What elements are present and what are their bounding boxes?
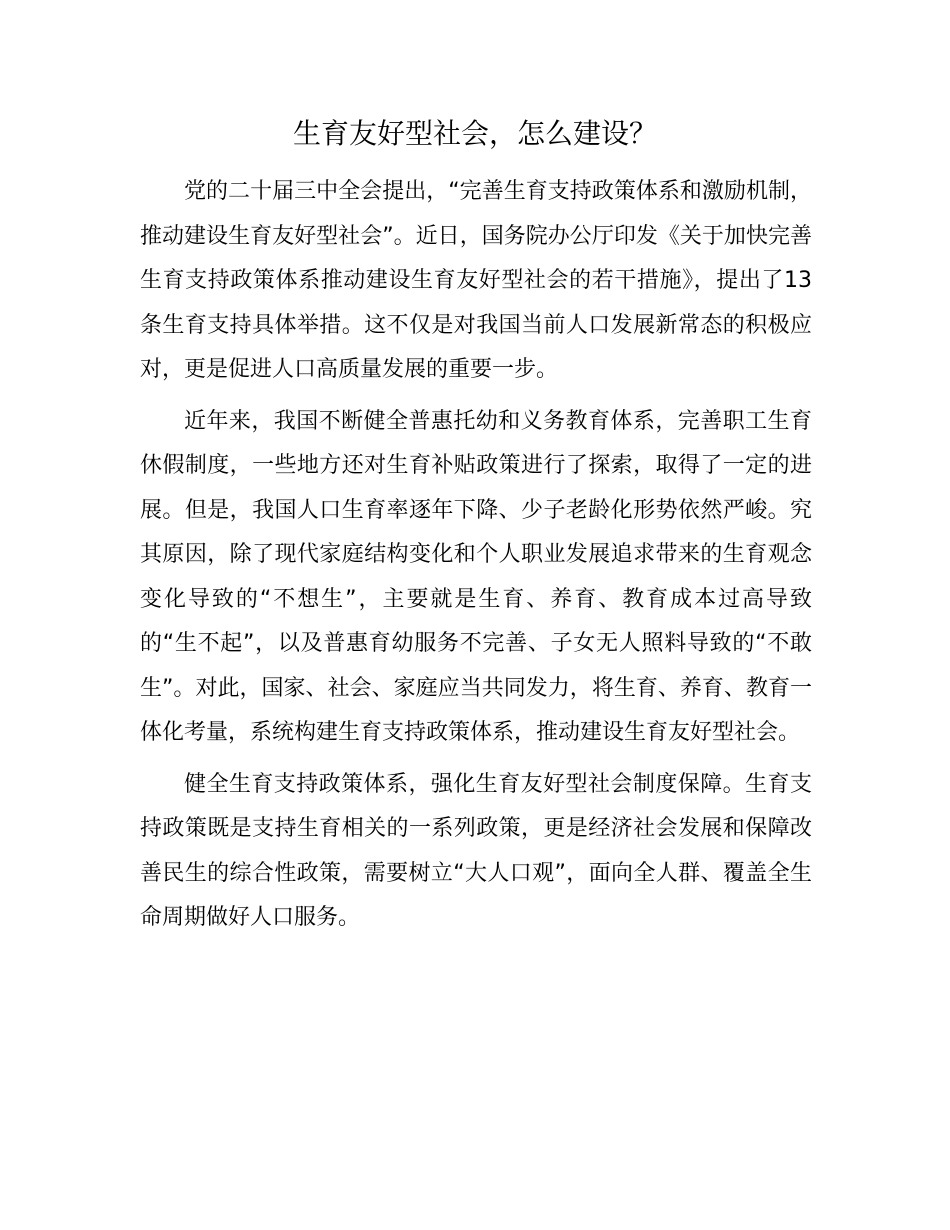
paragraph-1: 党的二十届三中全会提出，“完善生育支持政策体系和激励机制，推动建设生育友好型社会”。近日，国务院办公厅印发《关于加快完善生育支持政策体系推动建设生育友好型社会的若干措施》，提出了13条生育支持具体举措。这不仅是对我国当前人口发展新常态的积极应对，更是促进人口高质量发展的重要一步。	[140, 179, 812, 382]
paragraph-2: 近年来，我国不断健全普惠托幼和义务教育体系，完善职工生育休假制度，一些地方还对生育补贴政策进行了探索，取得了一定的进展。但是，我国人口生育率逐年下降、少子老龄化形势依然严峻。究其原因，除了现代家庭结构变化和个人职业发展追求带来的生育观念变化导致的“不想生”，主要就是生育、养育、教育成本过高导致的“生不起”，以及普惠育幼服务不完善、子女无人照料导致的“不敢生”。对此，国家、社会、家庭应当共同发力，将生育、养育、教育一体化考量，系统构建生育支持政策体系，推动建设生育友好型社会。	[140, 408, 812, 745]
paragraph-3: 健全生育支持政策体系，强化生育友好型社会制度保障。生育支持政策既是支持生育相关的一系列政策，更是经济社会发展和保障改善民生的综合性政策，需要树立“大人口观”，面向全人群、覆盖全生命周期做好人口服务。	[140, 771, 812, 930]
document-body	[140, 170, 812, 948]
page-title: 生育友好型社会，怎么建设？	[292, 117, 657, 150]
